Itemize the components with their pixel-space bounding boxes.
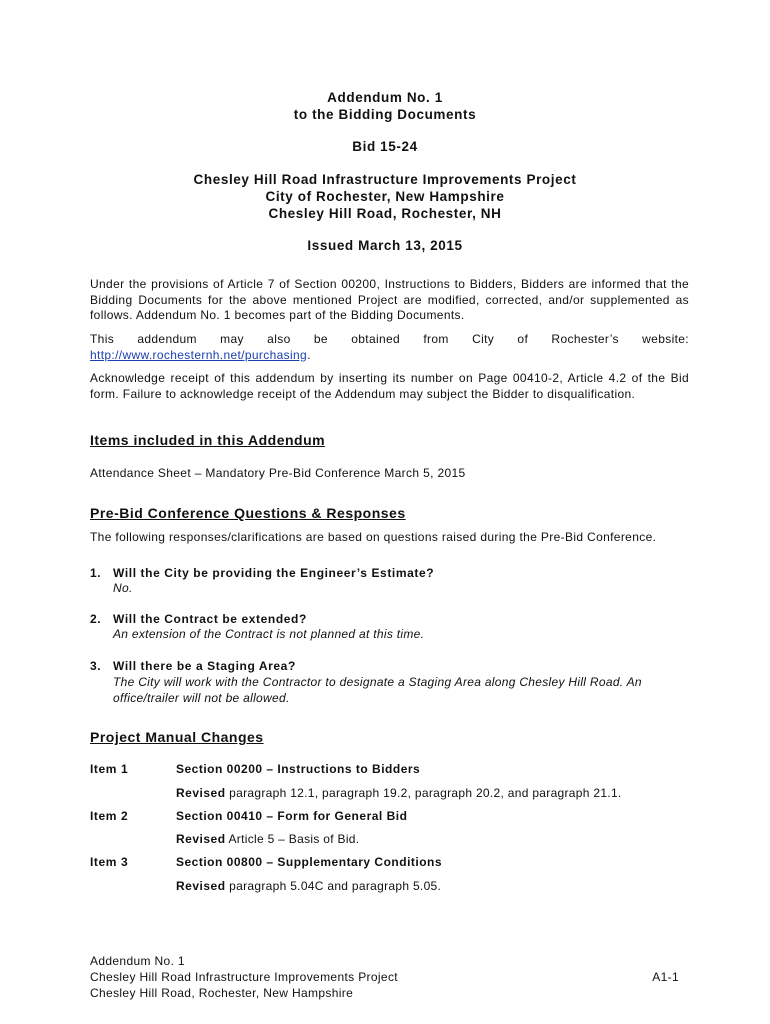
- manual-changes-heading: Project Manual Changes: [90, 729, 264, 745]
- prebid-heading: Pre-Bid Conference Questions & Responses: [90, 505, 406, 521]
- item-label: Item 3: [90, 855, 129, 869]
- revised-text: paragraph 12.1, paragraph 19.2, paragraph 20.2, and paragraph 21.1.: [225, 786, 622, 800]
- revised-label: Revised: [176, 879, 226, 893]
- item-label: Item 1: [90, 762, 129, 776]
- question-text: Will there be a Staging Area?: [113, 659, 296, 673]
- footer-addendum: Addendum No. 1: [90, 954, 185, 968]
- prebid-intro: The following responses/clarifications are based on questions raised during the Pre-Bid Conference.: [90, 530, 657, 544]
- addendum-subtitle: to the Bidding Documents: [293, 107, 477, 122]
- revised-text: paragraph 5.04C and paragraph 5.05.: [225, 879, 442, 893]
- acknowledge-paragraph: Acknowledge receipt of this addendum by inserting its number on Page 00410-2, Article 4.2 of the Bid form. Failure to acknowledge receipt of the Addendum may subject the Bidder to disqualification.: [90, 371, 689, 401]
- item-revision: [176, 879, 441, 893]
- project-city: City of Rochester, New Hampshire: [265, 189, 505, 204]
- item-section: Section 00800 – Supplementary Conditions: [176, 855, 443, 869]
- addendum-title: Addendum No. 1: [327, 90, 443, 105]
- item-label: Item 2: [90, 809, 129, 823]
- footer-location: Chesley Hill Road, Rochester, New Hampshire: [90, 986, 354, 1000]
- question-text: Will the City be providing the Engineer’s Estimate?: [113, 566, 435, 580]
- intro-paragraph: Under the provisions of Article 7 of Section 00200, Instructions to Bidders, Bidders are informed that the Bidding Documents for the above mentioned Project are modified, corrected, and/or supplemented as follows. Addendum No. 1 becomes part of the Bidding Documents.: [90, 277, 689, 323]
- revised-text: Article 5 – Basis of Bid.: [225, 832, 360, 846]
- revised-label: Revised: [176, 832, 226, 846]
- page-number: A1-1: [652, 970, 679, 984]
- items-included-text: Attendance Sheet – Mandatory Pre-Bid Conference March 5, 2015: [90, 466, 466, 480]
- footer-project: Chesley Hill Road Infrastructure Improvements Project: [90, 970, 398, 984]
- question-text: Will the Contract be extended?: [113, 612, 307, 626]
- item-revision: [176, 832, 359, 846]
- website-text: This addendum may also be obtained from City of Rochester’s website:: [90, 332, 689, 346]
- bid-number: Bid 15-24: [352, 139, 418, 154]
- website-period: .: [307, 347, 311, 362]
- revised-label: Revised: [176, 786, 226, 800]
- question-answer: No.: [113, 581, 133, 595]
- website-paragraph: [90, 332, 689, 363]
- question-answer: An extension of the Contract is not planned at this time.: [113, 627, 425, 641]
- item-section: Section 00200 – Instructions to Bidders: [176, 762, 421, 776]
- question-number: 3.: [90, 659, 102, 673]
- question-number: 2.: [90, 612, 102, 626]
- item-section: Section 00410 – Form for General Bid: [176, 809, 408, 823]
- question-number: 1.: [90, 566, 102, 580]
- project-title: Chesley Hill Road Infrastructure Improvements Project: [193, 172, 577, 187]
- item-revision: [176, 786, 622, 800]
- project-location: Chesley Hill Road, Rochester, NH: [268, 206, 502, 221]
- question-answer: The City will work with the Contractor to designate a Staging Area along Chesley Hill Road. An office/trailer will not be allowed.: [113, 675, 642, 705]
- items-included-heading: Items included in this Addendum: [90, 432, 326, 448]
- purchasing-link[interactable]: http://www.rochesternh.net/purchasing: [90, 347, 308, 362]
- issue-date: Issued March 13, 2015: [307, 238, 463, 253]
